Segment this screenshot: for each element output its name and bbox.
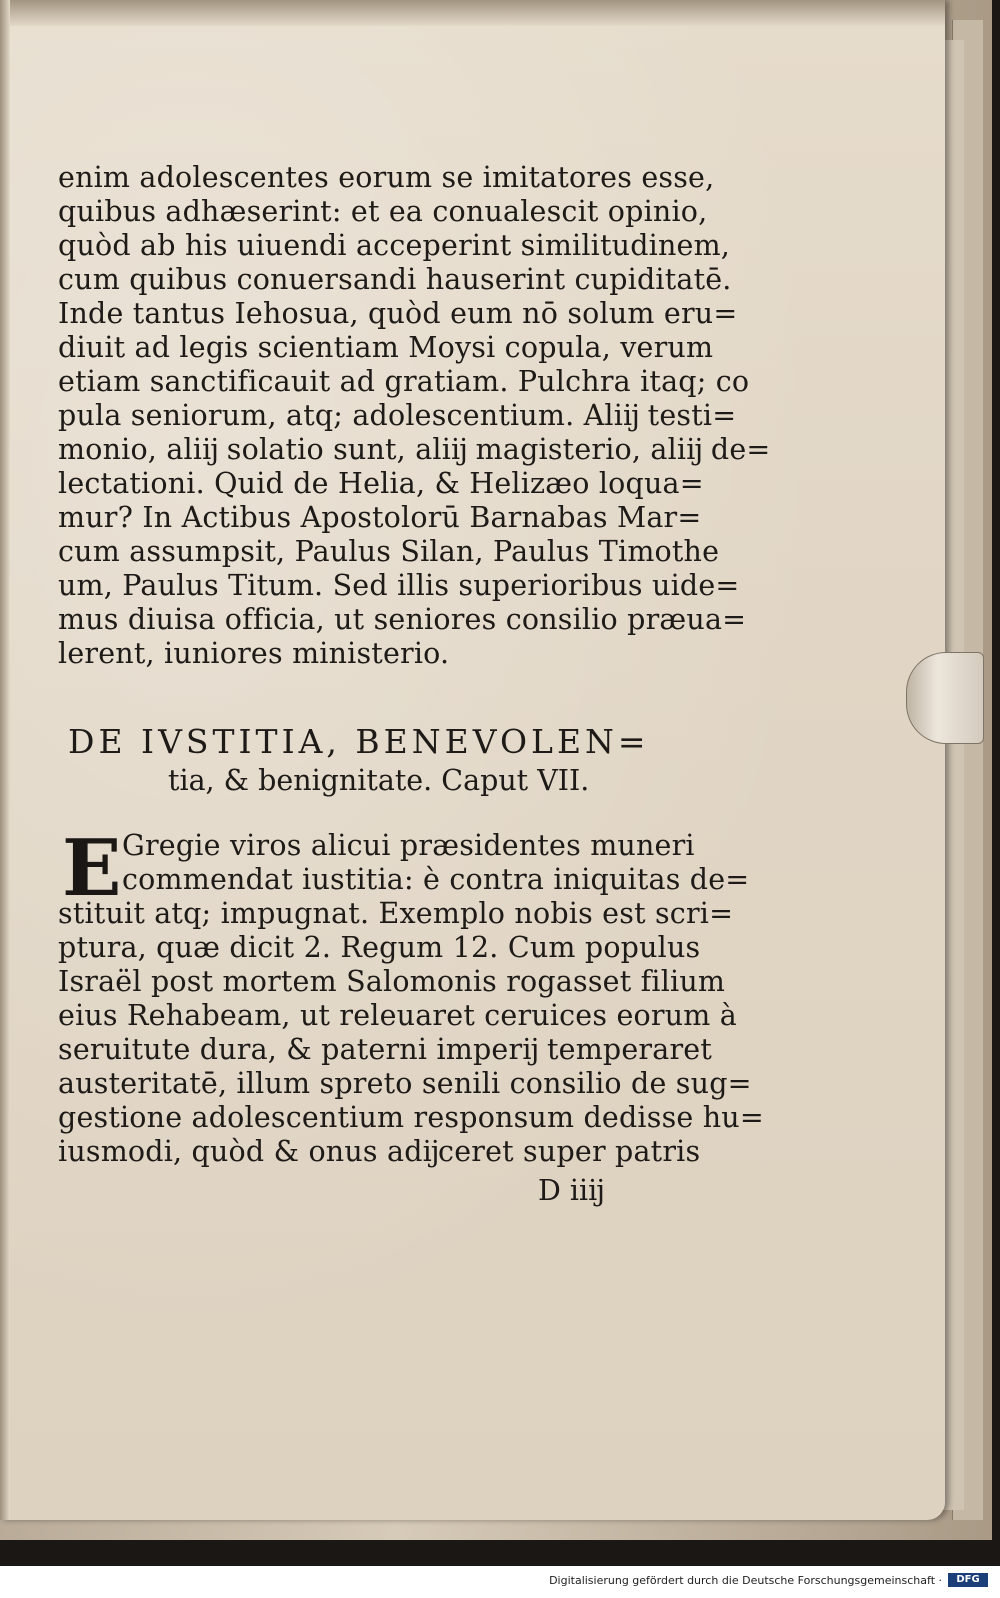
chapter-line: Israël post mortem Salomonis rogasset filium [58,965,726,998]
page-clip [906,652,984,744]
text-line: quòd ab his uiuendi acceperint similitudinem, [58,229,731,262]
chapter-line: austeritatē, illum spreto senili consilio de sug= [58,1067,752,1100]
text-line: diuit ad legis scientiam Moysi copula, verum [58,331,714,364]
chapter-heading: DE IVSTITIA, BENEVOLEN= [68,722,650,761]
decorated-initial: E [62,823,122,914]
text-line: mus diuisa officia, ut seniores consilio præua= [58,603,747,636]
chapter-line: stituit atq; impugnat. Exemplo nobis est scri= [58,897,734,930]
chapter-line: ptura, quæ dicit 2. Regum 12. Cum populus [58,931,701,964]
text-line: lerent, iuniores ministerio. [58,637,450,670]
footer-credit: Digitalisierung gefördert durch die Deutsche Forschungsgemeinschaft · [549,1574,942,1587]
dfg-logo: DFG [948,1573,988,1587]
chapter-line: Gregie viros alicui præsidentes muneri [122,829,695,862]
text-line: enim adolescentes eorum se imitatores esse, [58,161,715,194]
text-line: monio, aliĳ solatio sunt, aliĳ magisterio, aliĳ de= [58,433,771,466]
text-line: Inde tantus Iehosua, quòd eum nō solum eru= [58,297,738,330]
text-line: mur? In Actibus Apostolorū Barnabas Mar= [58,501,702,534]
text-line: pula seniorum, atq; adolescentium. Aliĳ testi= [58,399,737,432]
chapter-line: iusmodi, quòd & onus adĳceret super patris [58,1135,701,1168]
chapter-subheading: tia, & benignitate. Caput VII. [168,764,590,797]
chapter-line: commendat iustitia: è contra iniquitas de= [122,863,750,896]
signature-mark: D iiĳ [538,1174,604,1207]
chapter-line: eius Rehabeam, ut releuaret ceruices eorum à [58,999,737,1032]
text-line: quibus adhæserint: et ea conualescit opinio, [58,195,708,228]
chapter-line: seruitute dura, & paterni imperĳ temperaret [58,1033,712,1066]
text-line: cum quibus conuersandi hauserint cupiditatē. [58,263,732,296]
text-line: cum assumpsit, Paulus Silan, Paulus Timothe [58,535,720,568]
chapter-line: gestione adolescentium responsum dedisse hu= [58,1101,764,1134]
footer-bar [0,1566,1000,1598]
text-line: um, Paulus Titum. Sed illis superioribus uide= [58,569,740,602]
text-line: etiam sanctificauit ad gratiam. Pulchra itaq; co [58,365,750,398]
text-line: lectationi. Quid de Helia, & Helizæo loqua= [58,467,704,500]
